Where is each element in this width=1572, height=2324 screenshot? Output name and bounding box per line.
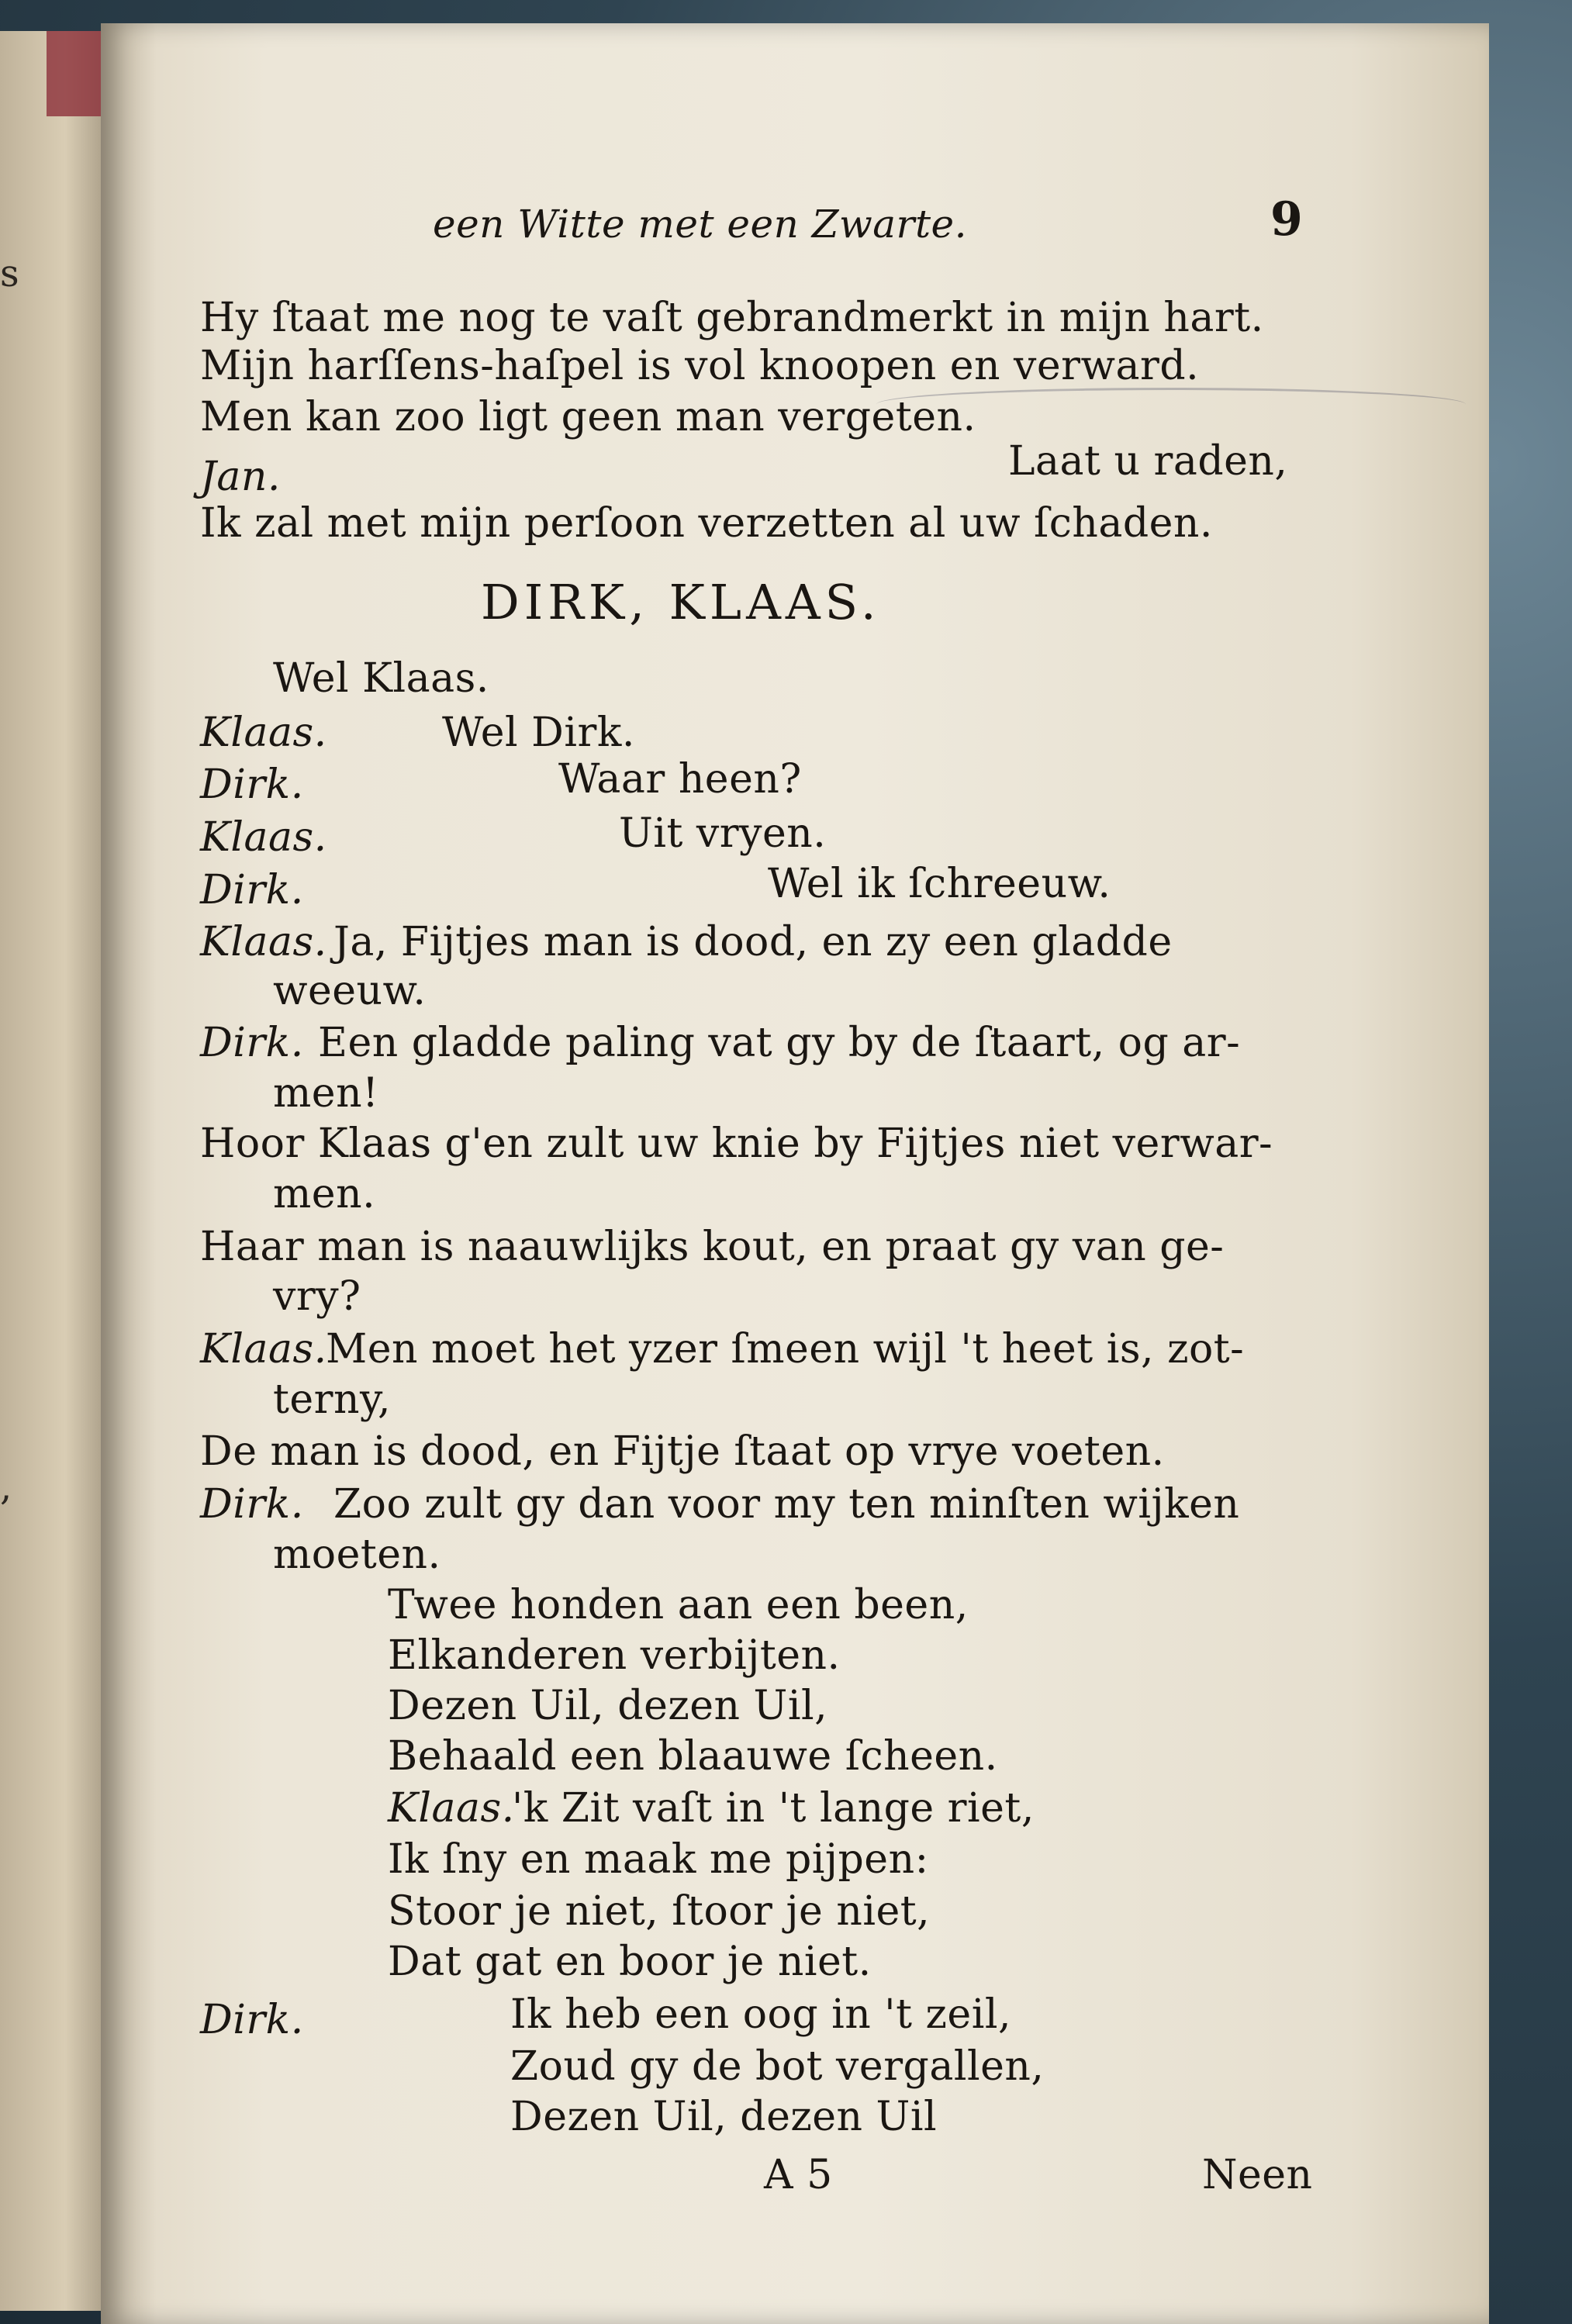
- running-head: een Witte met een Zwarte.: [433, 202, 968, 247]
- dialogue-line: moeten.: [273, 1531, 441, 1578]
- dialogue-line: vry?: [273, 1273, 361, 1320]
- dialogue-line: men!: [273, 1070, 379, 1117]
- dialogue-line: Uit vryen.: [619, 810, 827, 857]
- song-line: Dezen Uil, dezen Uil,: [388, 1683, 828, 1729]
- facing-page-glyph: ,: [0, 1466, 12, 1509]
- speaker-label: Dirk.: [200, 1481, 304, 1528]
- catchword: Neen: [1202, 2152, 1313, 2198]
- dialogue-line: Ja, Fijtjes man is dood, en zy een gladde: [333, 919, 1173, 965]
- dialogue-line: Hoor Klaas g'en zult uw knie by Fijtjes niet verwar-: [200, 1121, 1273, 1167]
- dialogue-line: Wel Dirk.: [442, 710, 635, 756]
- book-page: [101, 23, 1489, 2324]
- speaker-label: Dirk.: [200, 867, 304, 913]
- dialogue-line: Wel ik ſchreeuw.: [768, 861, 1111, 907]
- facing-page-edge: [0, 31, 109, 2311]
- verse-line: Hy ſtaat me nog te vaſt gebrandmerkt in mijn hart.: [200, 295, 1264, 341]
- speaker-label: Dirk.: [200, 761, 304, 808]
- signature-mark: A 5: [764, 2152, 833, 2198]
- facing-page-glyph: s: [0, 252, 19, 295]
- dialogue-line: Wel Klaas.: [273, 655, 489, 702]
- speaker-label: Klaas.: [388, 1785, 515, 1832]
- song-line: Ik ſny en maak me pijpen:: [388, 1836, 929, 1883]
- dialogue-line: Waar heen?: [558, 756, 802, 803]
- dialogue-line: Haar man is naauwlijks kout, en praat gy van ge-: [200, 1224, 1225, 1270]
- dialogue-line: De man is dood, en Fijtje ſtaat op vrye voeten.: [200, 1428, 1165, 1475]
- verse-line: Men kan zoo ligt geen man vergeten.: [200, 394, 976, 440]
- verse-line: Laat u raden,: [1008, 438, 1288, 485]
- song-line: Ik heb een oog in 't zeil,: [510, 1991, 1011, 2038]
- dialogue-line: men.: [273, 1171, 376, 1217]
- song-line: 'k Zit vaſt in 't lange riet,: [512, 1785, 1035, 1832]
- page-number: 9: [1270, 192, 1304, 247]
- dialogue-line: Zoo zult gy dan voor my ten minſten wijken: [333, 1481, 1240, 1528]
- speaker-label: Klaas.: [200, 919, 327, 965]
- verse-line: Mijn harſſens-haſpel is vol knoopen en verward.: [200, 343, 1200, 389]
- speaker-label: Klaas.: [200, 1326, 327, 1373]
- song-line: Elkanderen verbijten.: [388, 1632, 841, 1679]
- song-line: Zoud gy de bot vergallen,: [510, 2043, 1045, 2090]
- speaker-label: Klaas.: [200, 814, 327, 861]
- speaker-label: Dirk.: [200, 1997, 304, 2043]
- song-line: Behaald een blaauwe ſcheen.: [388, 1733, 998, 1780]
- speaker-label: Klaas.: [200, 710, 327, 756]
- song-line: Dezen Uil, dezen Uil: [510, 2094, 938, 2140]
- binding-red-edge: [47, 31, 109, 116]
- song-line: Stoor je niet, ſtoor je niet,: [388, 1888, 931, 1935]
- speaker-label: Jan.: [200, 454, 281, 500]
- dialogue-line: weeuw.: [273, 968, 427, 1014]
- dialogue-line: terny,: [273, 1376, 392, 1423]
- dialogue-line: Een gladde paling vat gy by de ſtaart, og ar-: [318, 1020, 1241, 1066]
- song-line: Twee honden aan een been,: [388, 1582, 969, 1628]
- song-line: Dat gat en boor je niet.: [388, 1939, 872, 1985]
- dialogue-line: Men moet het yzer ſmeen wijl 't heet is, zot-: [326, 1326, 1245, 1373]
- speaker-label: Dirk.: [200, 1020, 304, 1066]
- scene-heading: DIRK, KLAAS.: [481, 574, 881, 630]
- verse-line: Ik zal met mijn perſoon verzetten al uw ſchaden.: [200, 500, 1213, 547]
